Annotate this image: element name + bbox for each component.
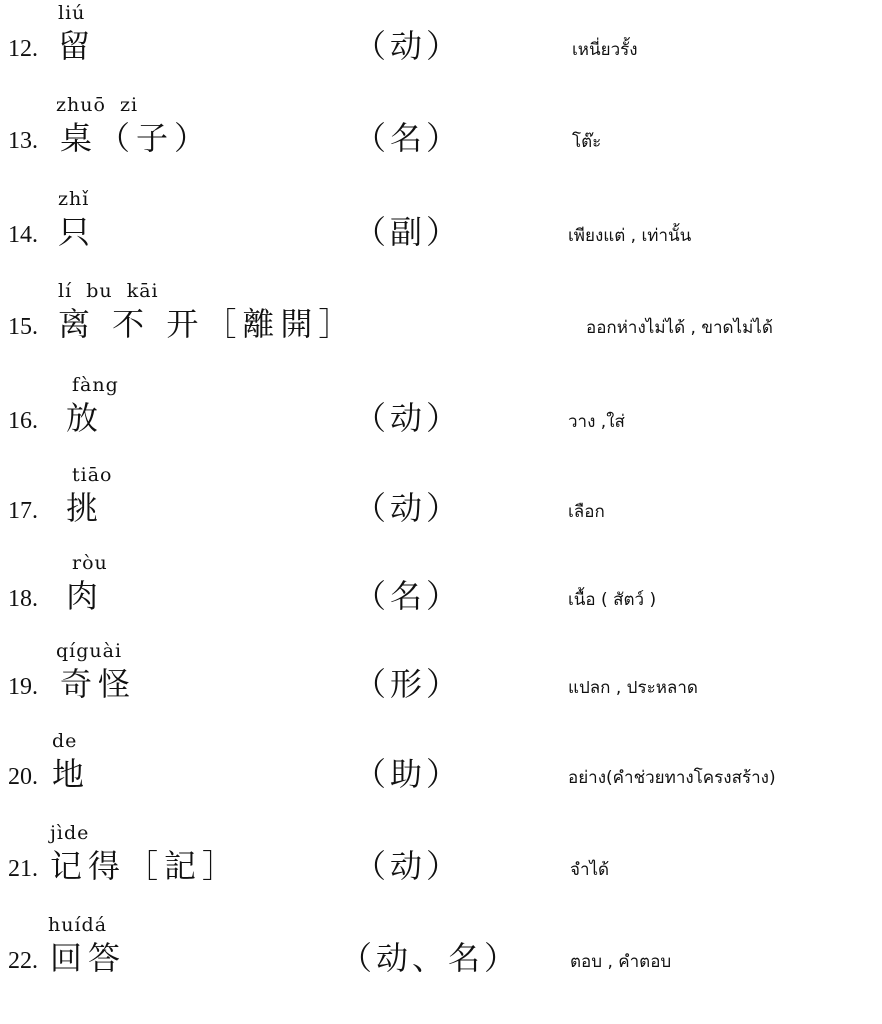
part-of-speech: （名）	[354, 119, 463, 157]
vocab-entry-13	[0, 94, 882, 174]
part-of-speech: （助）	[354, 755, 463, 793]
chinese-word: 肉	[66, 577, 105, 615]
thai-meaning: อย่าง(คำช่วยทางโครงสร้าง)	[568, 768, 776, 788]
thai-meaning: วาง ,ใส่	[568, 412, 625, 432]
chinese-word: 桌（子）	[60, 119, 213, 157]
chinese-word: 挑	[66, 489, 105, 527]
pinyin: tiāo	[72, 464, 113, 486]
entry-number: 17.	[8, 498, 38, 524]
thai-meaning: เพียงแต่ , เท่านั้น	[568, 226, 692, 246]
pinyin: ròu	[72, 552, 108, 574]
pinyin: zhuō zi	[56, 94, 139, 116]
thai-meaning: โต๊ะ	[572, 132, 602, 152]
entry-number: 19.	[8, 674, 38, 700]
chinese-word: 回答	[50, 939, 127, 977]
thai-meaning: เหนี่ยวรั้ง	[572, 40, 638, 60]
entry-number: 18.	[8, 586, 38, 612]
pinyin: fàng	[72, 374, 119, 396]
pinyin: zhǐ	[58, 188, 90, 210]
vocab-entry-21	[0, 822, 882, 902]
thai-meaning: ตอบ , คำตอบ	[570, 952, 672, 972]
vocab-entry-22	[0, 914, 882, 994]
part-of-speech: （副）	[354, 213, 463, 251]
thai-meaning: ออกห่างไม่ได้ , ขาดไม่ได้	[586, 318, 773, 338]
vocab-entry-15	[0, 280, 882, 360]
vocab-entry-12	[0, 2, 882, 82]
thai-meaning: เลือก	[568, 502, 605, 522]
part-of-speech: （名）	[354, 577, 463, 615]
thai-meaning: แปลก , ประหลาด	[568, 678, 698, 698]
part-of-speech: （动）	[354, 399, 463, 437]
entry-number: 21.	[8, 856, 38, 882]
vocab-entry-19	[0, 640, 882, 720]
entry-number: 16.	[8, 408, 38, 434]
chinese-word: 放	[66, 399, 105, 437]
pinyin: qíguài	[56, 640, 123, 662]
vocab-entry-20	[0, 730, 882, 810]
entry-number: 20.	[8, 764, 38, 790]
vocab-entry-14	[0, 188, 882, 268]
entry-number: 22.	[8, 948, 38, 974]
entry-number: 12.	[8, 36, 38, 62]
vocab-entry-18	[0, 552, 882, 632]
thai-meaning: เนื้อ ( สัตว์ )	[568, 590, 657, 610]
part-of-speech: （动）	[354, 27, 463, 65]
vocab-entry-16	[0, 374, 882, 454]
chinese-word: 留	[58, 27, 97, 65]
entry-number: 15.	[8, 314, 38, 340]
thai-meaning: จำได้	[570, 860, 610, 880]
pinyin: huídá	[48, 914, 108, 936]
chinese-word: 地	[52, 755, 91, 793]
entry-number: 13.	[8, 128, 38, 154]
part-of-speech: （动）	[354, 847, 463, 885]
pinyin: jìde	[50, 822, 90, 844]
part-of-speech: （形）	[354, 665, 463, 703]
chinese-word: 奇怪	[60, 665, 137, 703]
entry-number: 14.	[8, 222, 38, 248]
chinese-word: 离 不 开［離開］	[58, 305, 357, 343]
part-of-speech: （动、名）	[340, 939, 521, 977]
vocab-entry-17	[0, 464, 882, 544]
chinese-word: 记得［記］	[50, 847, 241, 885]
pinyin: de	[52, 730, 78, 752]
chinese-word: 只	[58, 213, 97, 251]
pinyin: lí bu kāi	[58, 280, 159, 302]
pinyin: liú	[58, 2, 86, 24]
part-of-speech: （动）	[354, 489, 463, 527]
